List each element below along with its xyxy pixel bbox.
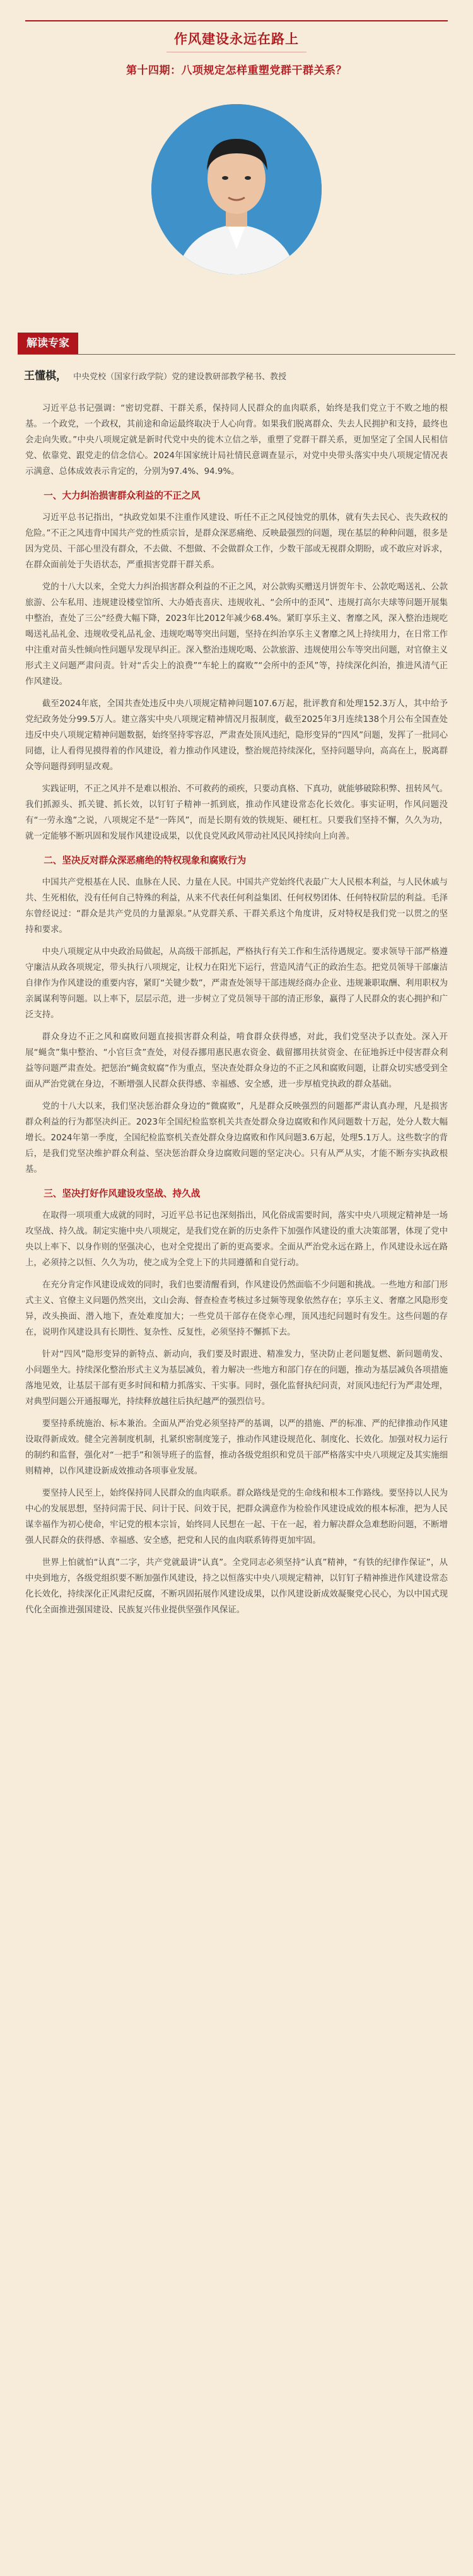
body-paragraph: 要坚持系统施治、标本兼治。全面从严治党必须坚持严的基调，以严的措施、严的标准、严的纪律推动作风建设取得新成效。健全完善制度机制，扎紧织密制度笼子，推动作风建设规范化、制度化、长效化。加强对权力运行的制约和监督，强化对“一把手”和领导班子的监督，推动各级党组织和党员干部严格落实中央八项规定及其实施细则精神，以作风建设新成效推动各项事业发展。 xyxy=(25,1419,448,1476)
section-heading: 一、大力纠治损害群众利益的不正之风 xyxy=(44,490,201,501)
section-label: 解读专家 xyxy=(18,333,78,355)
body-paragraph: 在取得一项项重大成就的同时，习近平总书记也深刻指出，风化俗成需要时间，落实中央八项规定精神是一场攻坚战、持久战。制定实施中央八项规定，是我们党在新的历史条件下加强作风建设的重大决策部署，体现了党中央以上率下、以身作则的坚强决心，也对全党提出了新的更高要求。全面从严治党永远在路上，作风建设永远在路上，必须持之以恒、久久为功，使之成为全党上下的共同遵循和自觉行动。 xyxy=(25,1211,448,1268)
section-heading: 二、坚决反对群众深恶痛绝的特权现象和腐败行为 xyxy=(44,855,247,866)
series-title: 作风建设永远在路上 xyxy=(166,29,307,52)
body-paragraph: 习近平总书记指出，“执政党如果不注重作风建设、听任不正之风侵蚀党的肌体，就有失去民心、丧失政权的危险。”不正之风违背中国共产党的性质宗旨，是群众深恶痛绝、反映最强烈的问题，现在基层的种种问题，很多是因为党员、干部心里没有群众，不去做、不想做、不会做群众工作，少数干部或无视群众期盼，或不敢应对诉求，在群众面前处于失语状态，严重损害党群干群关系。 xyxy=(25,513,448,570)
expert-info xyxy=(24,367,453,382)
top-divider xyxy=(25,20,448,21)
body-paragraph: 截至2024年底，全国共查处违反中央八项规定精神问题107.6万起，批评教育和处理152.3万人，其中给予党纪政务处分99.5万人。建立落实中央八项规定精神情况月报制度，截至2025年3月连续138个月公布全国查处违反中央八项规定精神问题数据，始终坚持零容忍，严肃查处顶风违纪，隐形变异的“四风”问题，发挥了一批同心同德，让人看得见摸得着的作风建设，着力推动作风建设，整治规范持续深化，坚持问题导向，高高在上，脱离群众等问题得到明显改观。 xyxy=(25,699,448,772)
body-paragraph: 中央八项规定从中央政治局做起，从高级干部抓起，严格执行有关工作和生活待遇规定。要求领导干部严格遵守廉洁从政各项规定，带头执行八项规定，让权力在阳光下运行，营造风清气正的政治生态。把党员领导干部廉洁自律作为作风建设的重要内容，紧盯“关键少数”，严肃查处领导干部违规经商办企业、违规兼职取酬、利用职权为亲属谋利等问题。以上率下，层层示范，进一步树立了党员领导干部的清正形象，赢得了人民群众的衷心拥护和广泛支持。 xyxy=(25,947,448,1020)
section-divider xyxy=(18,354,455,355)
article-header xyxy=(0,29,473,77)
person-portrait-icon xyxy=(151,104,322,275)
body-paragraph: 针对“四风”隐形变异的新特点、新动向，我们要及时跟进、精准发力，坚决防止老问题复燃、新问题萌发、小问题坐大。持续深化整治形式主义为基层减负，着力解决一些地方和部门存在的问题，推动为基层减负各项措施落地见效，让基层干部有更多时间和精力抓落实、干实事。同时，强化监督执纪问责，对顶风违纪行为严肃处理，对典型问题公开通报曝光，持续释放越往后执纪越严的强烈信号。 xyxy=(25,1350,448,1407)
expert-portrait xyxy=(151,104,322,275)
body-paragraph: 实践证明，不正之风并不是难以根治、不可救药的顽疾，只要动真格、下真功，就能够破除积弊、扭转风气。我们抓源头、抓关键、抓长效，以钉钉子精神一抓到底，推动作风建设常态化长效化。事实证明，作风问题没有“一劳永逸”之说，八项规定不是“一阵风”，而是长期有效的铁规矩、硬杠杠。只要我们坚持不懈，久久为功，就一定能够不断巩固和发展作风建设成果，以优良党风政风带动社风民风持续向上向善。 xyxy=(25,784,448,841)
expert-title: 中央党校（国家行政学院）党的建设教研部教学秘书、教授 xyxy=(73,372,287,382)
expert-name: 王懂棋， xyxy=(24,370,67,382)
body-paragraph: 习近平总书记强调：“密切党群、干群关系，保持同人民群众的血肉联系，始终是我们党立于不败之地的根基。一个政党，一个政权，其前途和命运最终取决于人心向背。如果我们脱离群众、失去人民拥护和支持，最终也会走向失败。”中央八项规定就是新时代党中央的徙木立信之举，重塑了党群干群关系，更加坚定了全国人民相信党、依靠党、跟党走的信念信心。2024年国家统计局社情民意调查显示，对党中央带头落实中央八项规定情况表示满意、总体成效表示肯定的，分别为97.4%、94.9%。 xyxy=(25,404,448,476)
body-paragraph: 党的十八大以来，全党大力纠治损害群众利益的不正之风，对公款购买赠送月饼贺年卡、公款吃喝送礼、公款旅游、公车私用、违规建设楼堂馆所、大办婚丧喜庆、违规收礼、“会所中的歪风”、违规打高尔夫球等问题开展集中整治，查处了三公“经费大幅下降，2023年比2012年减少68.4%。紧盯享乐主义、奢靡之风，深入整治违规吃喝送礼品礼金、违规收受礼品礼金、违规吃喝等突出问题，坚持在纠治享乐主义奢靡之风上持续用力，在日常工作中注重对苗头性倾向性问题早发现早纠正。深入整治违规吃喝、公款旅游、违规使用公车等突出问题，对官僚主义形式主义问题严肃问责。针对“舌尖上的浪费”“车轮上的腐败”“会所中的歪风”等，持续深化纠治，推进风清气正作风建设。 xyxy=(25,582,448,687)
body-paragraph: 中国共产党根基在人民、血脉在人民、力量在人民。中国共产党始终代表最广大人民根本利益，与人民休戚与共、生死相依，没有任何自己特殊的利益，从来不代表任何利益集团、任何权势团体、任何特权阶层的利益。毛泽东曾经说过：“群众是共产党员的力量源泉。”从党群关系、干群关系这个角度讲，反对特权是我们党一以贯之的坚持和要求。 xyxy=(25,878,448,935)
body-paragraph: 群众身边不正之风和腐败问题直接损害群众利益，啃食群众获得感，对此，我们党坚决予以查处。深入开展“蝇贪”集中整治、“小官巨贪”查处，对侵吞挪用惠民惠农资金、截留挪用扶贫资金、在征地拆迁中侵害群众利益等问题严肃查处。把惩治“蝇贪蚁腐”作为重点，坚决查处群众身边的不正之风和腐败问题，让群众切实感受到全面从严治党就在身边，不断增强人民群众获得感、幸福感、安全感，进一步厚植党执政的群众基础。 xyxy=(25,1032,448,1089)
body-paragraph: 在充分肯定作风建设成效的同时，我们也要清醒看到，作风建设仍然面临不少问题和挑战。一些地方和部门形式主义、官僚主义问题仍然突出，文山会海、督查检查考核过多过频等现象依然存在；享乐主义、奢靡之风隐形变异，改头换面、潜入地下，查处难度加大；一些党员干部存在侥幸心理，顶风违纪问题时有发生。这些问题的存在，说明作风建设具有长期性、复杂性、反复性，必须坚持不懈抓下去。 xyxy=(25,1280,448,1337)
body-paragraph: 党的十八大以来，我们坚决惩治群众身边的“微腐败”，凡是群众反映强烈的问题都严肃认真办理，凡是损害群众利益的行为都坚决纠正。2023年全国纪检监察机关共查处群众身边腐败和作风问题数十万起，处分人数大幅增长。2024年第一季度，全国纪检监察机关查处群众身边腐败和作风问题3.6万起，处理5.1万人。这些数字的背后，是我们党坚决维护群众利益、坚决惩治群众身边腐败问题的坚定决心。只有从严从实，才能不断夯实执政根基。 xyxy=(25,1102,448,1174)
body-paragraph: 世界上怕就怕“认真”二字，共产党就最讲“认真”。全党同志必须坚持“认真”精神，“有铁的纪律作保证”，从中央到地方，各级党组织要不断加强作风建设，持之以恒落实中央八项规定精神，以钉钉子精神推进作风建设常态化长效化，持续深化正风肃纪反腐，不断巩固拓展作风建设成果，以作风建设新成效凝聚党心民心，为以中国式现代化全面推进强国建设、民族复兴伟业提供坚强作风保证。 xyxy=(25,1558,448,1615)
body-paragraph: 要坚持人民至上，始终保持同人民群众的血肉联系。群众路线是党的生命线和根本工作路线。要坚持以人民为中心的发展思想，坚持问需于民、问计于民、问效于民，把群众满意作为检验作风建设成效的根本标准，把为人民谋幸福作为初心使命，牢记党的根本宗旨，始终同人民想在一起、干在一起，着力解决群众急难愁盼问题，不断增强人民群众的获得感、幸福感、安全感，把党和人民的血肉联系铸得更加牢固。 xyxy=(25,1489,448,1545)
section-heading: 三、坚决打好作风建设攻坚战、持久战 xyxy=(44,1188,201,1199)
episode-title: 第十四期：八项规定怎样重塑党群干群关系？ xyxy=(126,64,347,77)
article-body xyxy=(25,401,448,1624)
